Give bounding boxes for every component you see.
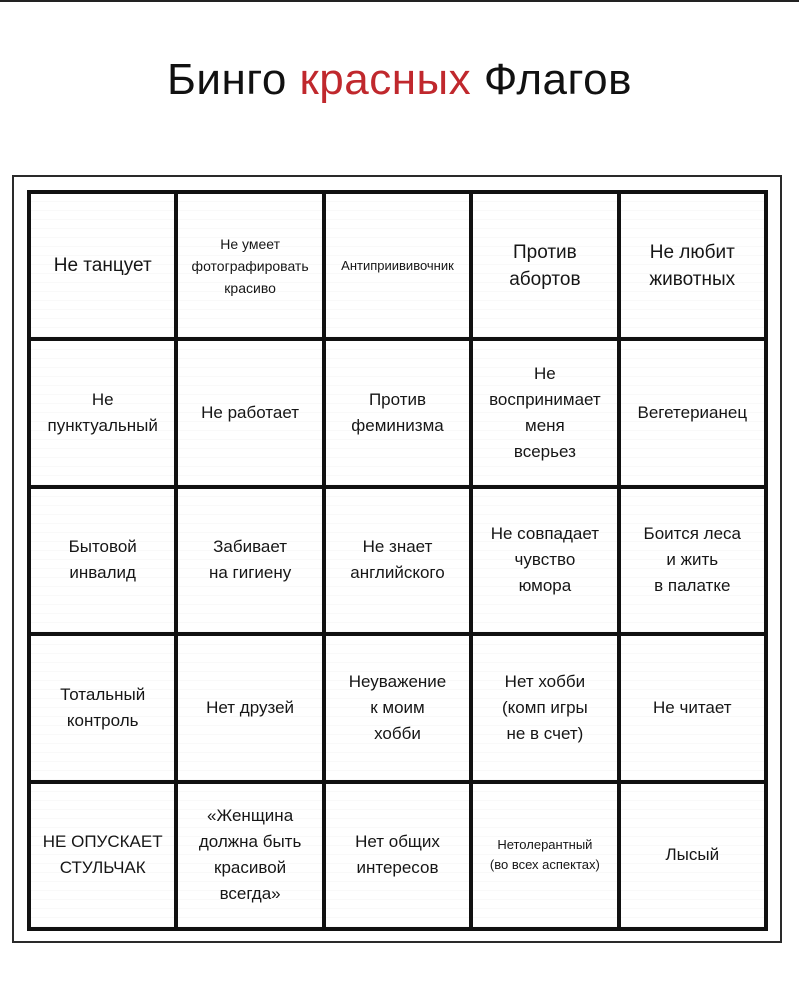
cell-label: Нетолерантный (во всех аспектах) bbox=[489, 837, 600, 873]
bingo-cell[interactable] bbox=[176, 487, 323, 634]
bingo-cell[interactable] bbox=[176, 339, 323, 486]
page-title bbox=[0, 52, 799, 108]
bingo-cell[interactable] bbox=[29, 782, 176, 929]
cell-label: Не совпадает чувство юмора bbox=[490, 524, 600, 596]
title-start: Бинго bbox=[167, 55, 300, 104]
bingo-cell[interactable] bbox=[176, 782, 323, 929]
cell-label: «Женщина должна быть красивой всегда» bbox=[198, 806, 302, 904]
title-accent-word: красных bbox=[299, 55, 472, 104]
bingo-cell[interactable] bbox=[619, 487, 766, 634]
cell-label: Нет друзей bbox=[206, 697, 295, 717]
bingo-cell[interactable] bbox=[29, 634, 176, 781]
cell-label: Антиприививочник bbox=[341, 257, 454, 273]
cell-label: Боится леса и жить в палатке bbox=[643, 524, 742, 596]
bingo-cell[interactable] bbox=[619, 339, 766, 486]
bingo-cell[interactable] bbox=[324, 487, 471, 634]
cell-label: Бытовой инвалид bbox=[68, 537, 137, 583]
cell-label: Не работает bbox=[201, 403, 300, 423]
cell-label: Забивает на гигиену bbox=[208, 537, 292, 583]
bingo-cell[interactable] bbox=[324, 339, 471, 486]
bingo-cell[interactable] bbox=[324, 782, 471, 929]
bingo-cell[interactable] bbox=[324, 192, 471, 339]
cell-label: Нет хобби (комп игры не в счет) bbox=[502, 671, 588, 743]
cell-label: Вегетерианец bbox=[637, 403, 748, 423]
cell-label: Не воспринимает меня всерьез bbox=[489, 364, 601, 462]
cell-label: Лысый bbox=[665, 845, 720, 865]
cell-label: Против феминизма bbox=[351, 390, 444, 436]
cell-label: Нет общих интересов bbox=[355, 832, 440, 878]
cell-label: Тотальный контроль bbox=[60, 684, 146, 730]
bingo-grid bbox=[27, 190, 768, 931]
cell-label: Не пунктуальный bbox=[47, 390, 158, 436]
bingo-cell[interactable] bbox=[619, 634, 766, 781]
bingo-cell[interactable] bbox=[471, 782, 618, 929]
bingo-cell[interactable] bbox=[176, 634, 323, 781]
title-end: Флагов bbox=[471, 55, 632, 104]
bingo-cell[interactable] bbox=[176, 192, 323, 339]
cell-label: Против абортов bbox=[509, 241, 581, 290]
bingo-cell[interactable] bbox=[471, 192, 618, 339]
bingo-cell[interactable] bbox=[324, 634, 471, 781]
cell-label: Не читает bbox=[653, 697, 732, 717]
bingo-cell[interactable] bbox=[619, 192, 766, 339]
cell-label: НЕ ОПУСКАЕТ СТУЛЬЧАК bbox=[42, 832, 163, 878]
bingo-cell[interactable] bbox=[29, 339, 176, 486]
cell-label: Не танцует bbox=[53, 255, 152, 277]
bingo-cell[interactable] bbox=[29, 192, 176, 339]
cell-label: Не умеет фотографировать красиво bbox=[191, 235, 309, 296]
bingo-cell[interactable] bbox=[471, 339, 618, 486]
cell-label: Не любит животных bbox=[649, 241, 736, 290]
bingo-cell[interactable] bbox=[619, 782, 766, 929]
bingo-cell[interactable] bbox=[29, 487, 176, 634]
bingo-cell[interactable] bbox=[471, 487, 618, 634]
bingo-cell[interactable] bbox=[471, 634, 618, 781]
top-divider bbox=[0, 0, 799, 2]
cell-label: Не знает английского bbox=[350, 537, 445, 583]
cell-label: Неуважение к моим хобби bbox=[348, 671, 447, 743]
